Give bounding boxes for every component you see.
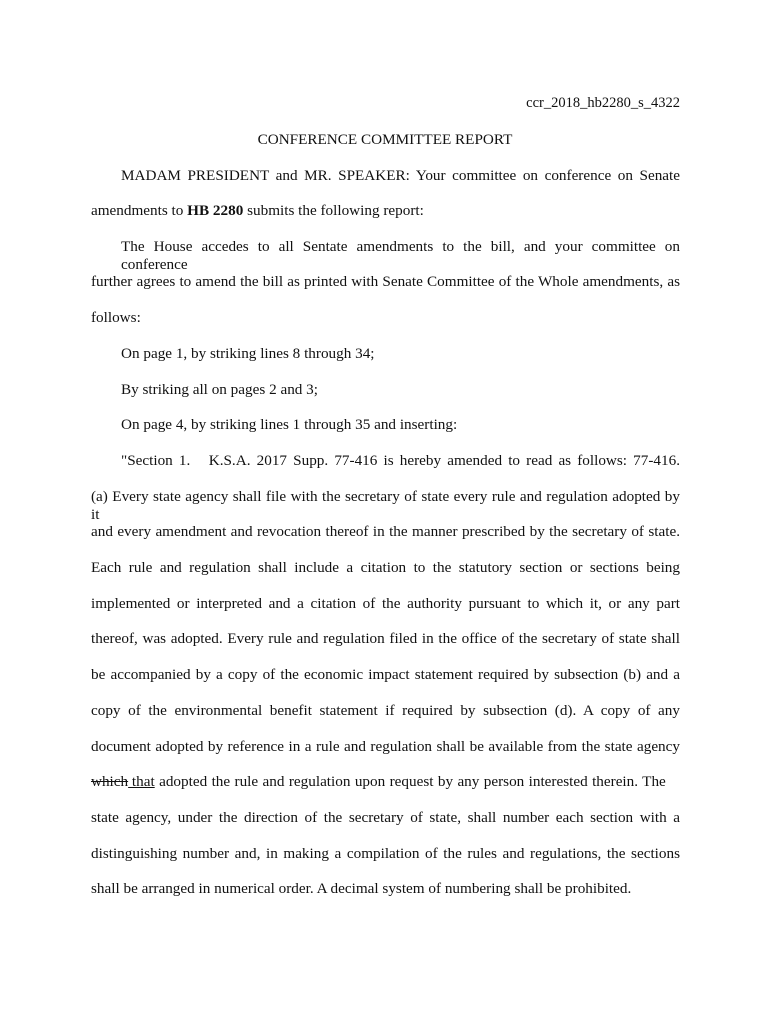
section-line-1: "Section 1. K.S.A. 2017 Supp. 77-416 is hereby amended to read as follows: 77-416. — [121, 452, 680, 469]
struck-text: which — [91, 773, 129, 790]
para2-line-1: The House accedes to all Sentate amendments to the bill, and your committee on conference — [121, 238, 680, 273]
instruction-item: On page 1, by striking lines 8 through 34; — [121, 345, 375, 362]
section-line-8: copy of the environmental benefit statement if required by subsection (d). A copy of any — [91, 702, 680, 719]
bill-number: HB 2280 — [187, 202, 244, 219]
section-line-6: thereof, was adopted. Every rule and regulation filed in the office of the secretary of state shall — [91, 630, 680, 647]
instruction-item: On page 4, by striking lines 1 through 35 and inserting: — [121, 416, 458, 433]
section-line-12: distinguishing number and, in making a compilation of the rules and regulations, the sections — [91, 845, 680, 862]
section-line-7: be accompanied by a copy of the economic impact statement required by subsection (b) and a — [91, 666, 680, 683]
section-line-5: implemented or interpreted and a citation of the authority pursuant to which it, or any part — [91, 595, 680, 612]
intro-line-1: MADAM PRESIDENT and MR. SPEAKER: Your committee on conference on Senate — [121, 167, 680, 184]
document-id: ccr_2018_hb2280_s_4322 — [526, 95, 680, 111]
inserted-text: that — [128, 773, 155, 790]
intro-line-2 — [91, 202, 680, 220]
section-line-9: document adopted by reference in a rule and regulation shall be available from the state agency — [91, 738, 680, 755]
para2-line-2: further agrees to amend the bill as printed with Senate Committee of the Whole amendments, as — [91, 273, 680, 290]
section-line-2: (a) Every state agency shall file with the secretary of state every rule and regulation adopted by it — [91, 488, 680, 523]
intro-text: amendments to — [91, 202, 188, 219]
report-title: CONFERENCE COMMITTEE REPORT — [257, 131, 513, 148]
section-line-13: shall be arranged in numerical order. A decimal system of numbering shall be prohibited. — [91, 880, 632, 897]
section-line-3: and every amendment and revocation thereof in the manner prescribed by the secretary of state. — [91, 523, 680, 540]
instruction-item: By striking all on pages 2 and 3; — [121, 381, 318, 398]
para2-line-3: follows: — [91, 309, 141, 326]
section-line-4: Each rule and regulation shall include a citation to the statutory section or sections being — [91, 559, 680, 576]
intro-text-end: submits the following report: — [243, 202, 424, 219]
section-line-10 — [91, 773, 680, 791]
section-line-11: state agency, under the direction of the secretary of state, shall number each section with a — [91, 809, 680, 826]
section-line-10-rest: adopted the rule and regulation upon request by any person interested therein. The — [154, 773, 666, 790]
